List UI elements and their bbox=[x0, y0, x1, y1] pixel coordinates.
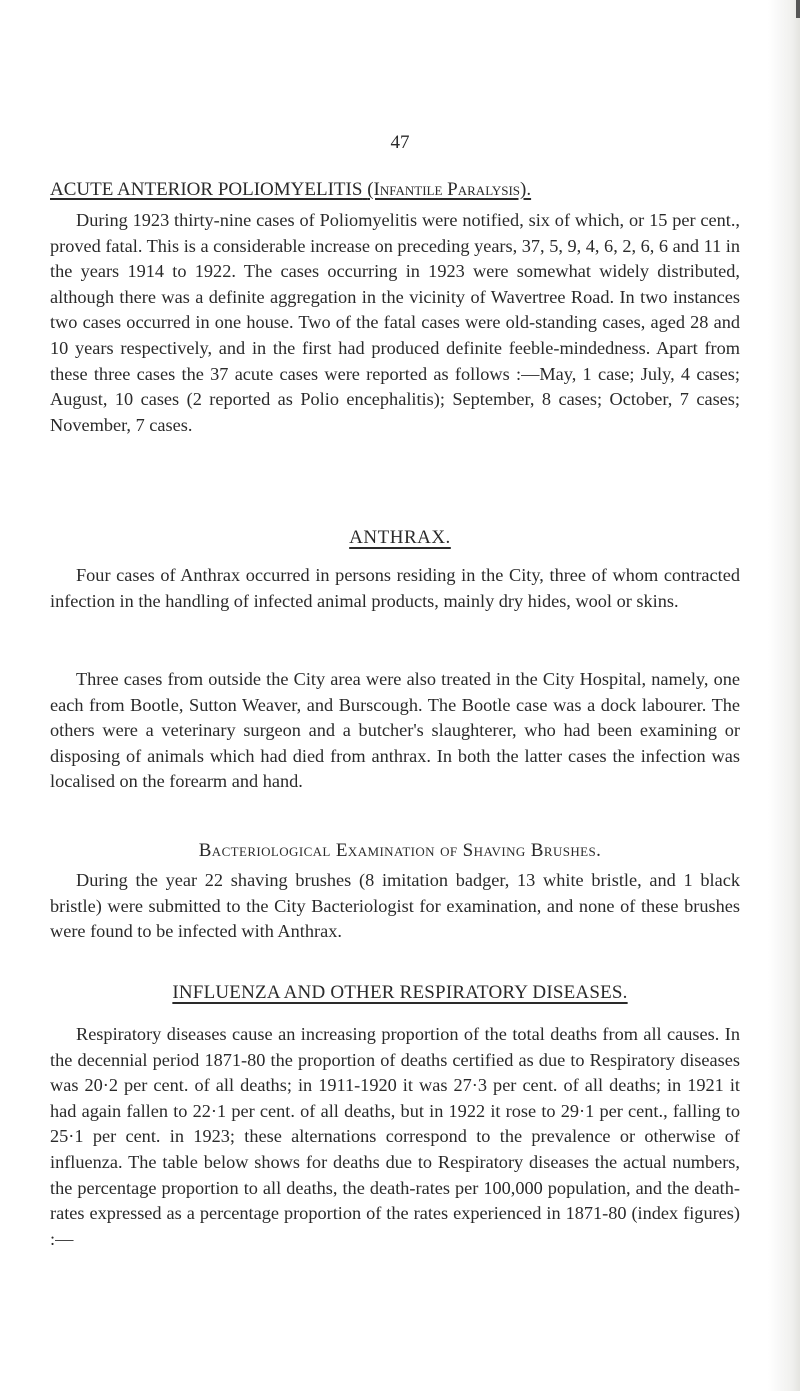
heading-poliomyelitis bbox=[50, 179, 531, 201]
heading-poliomyelitis-sub: (Infantile Paralysis). bbox=[367, 179, 532, 200]
paragraph-influenza-respiratory: Respiratory diseases cause an increasing proportion of the total deaths from all causes. In the decennial period 1871-80 the proportion of deaths certified as due to Respiratory diseases was 20·2 per cent. of all deaths; in 1911-1920 it was 27·3 per cent. of all deaths; in 1921 it had again fallen to 22·1 per cent. of all deaths, but in 1922 it rose to 29·1 per cent., falling to 25·1 per cent. in 1923; these alternations correspond to the prevalence or otherwise of influenza. The table below shows for deaths due to Respiratory diseases the actual numbers, the percentage proportion to all deaths, the death-rates per 100,000 population, and the death-rates expressed as a percentage proportion of the rates experienced in 1871-80 (index figures) :— bbox=[50, 1024, 740, 1249]
paragraph-anthrax-city-cases: Four cases of Anthrax occurred in persons residing in the City, three of whom contracted infection in the handling of infected animal products, mainly dry hides, wool or skins. bbox=[50, 565, 740, 611]
paragraph-poliomyelitis: During 1923 thirty-nine cases of Poliomyelitis were notified, six of which, or 15 per cent., proved fatal. This is a considerable increase on preceding years, 37, 5, 9, 4, 6, 2, 6, 6 and 11 in the years 1914 to 1922. The cases occurring in 1923 were somewhat widely distributed, although there was a definite aggregation in the vicinity of Wavertree Road. In two instances two cases occurred in one house. Two of the fatal cases were old-standing cases, aged 28 and 10 years respectively, and in the first had produced definite feeble-mindedness. Apart from these three cases the 37 acute cases were reported as follows :—May, 1 case; July, 4 cases; August, 10 cases (2 reported as Polio encephalitis); September, 8 cases; October, 7 cases; November, 7 cases. bbox=[50, 210, 740, 435]
paragraph-shaving-brushes: During the year 22 shaving brushes (8 imitation badger, 13 white bristle, and 1 black bristle) were submitted to the City Bacteriologist for examination, and none of these brushes were found to be infected with Anthrax. bbox=[50, 870, 740, 942]
heading-anthrax: ANTHRAX. bbox=[349, 527, 451, 548]
heading-shaving-brushes: Bacteriological Examination of Shaving Brushes. bbox=[198, 840, 602, 861]
heading-poliomyelitis-main: ACUTE ANTERIOR POLIOMYELITIS bbox=[50, 179, 363, 200]
page-number: 47 bbox=[390, 132, 410, 153]
paragraph-anthrax-outside-cases: Three cases from outside the City area were also treated in the City Hospital, namely, one each from Bootle, Sutton Weaver, and Burscough. The Bootle case was a dock labourer. The others were a veterinary surgeon and a butcher's slaughterer, who had been examining or disposing of animals which had died from anthrax. In both the latter cases the infection was localised on the forearm and hand. bbox=[50, 669, 740, 792]
heading-influenza-respiratory: INFLUENZA AND OTHER RESPIRATORY DISEASES. bbox=[172, 982, 628, 1003]
page-edge-mark bbox=[796, 0, 800, 18]
